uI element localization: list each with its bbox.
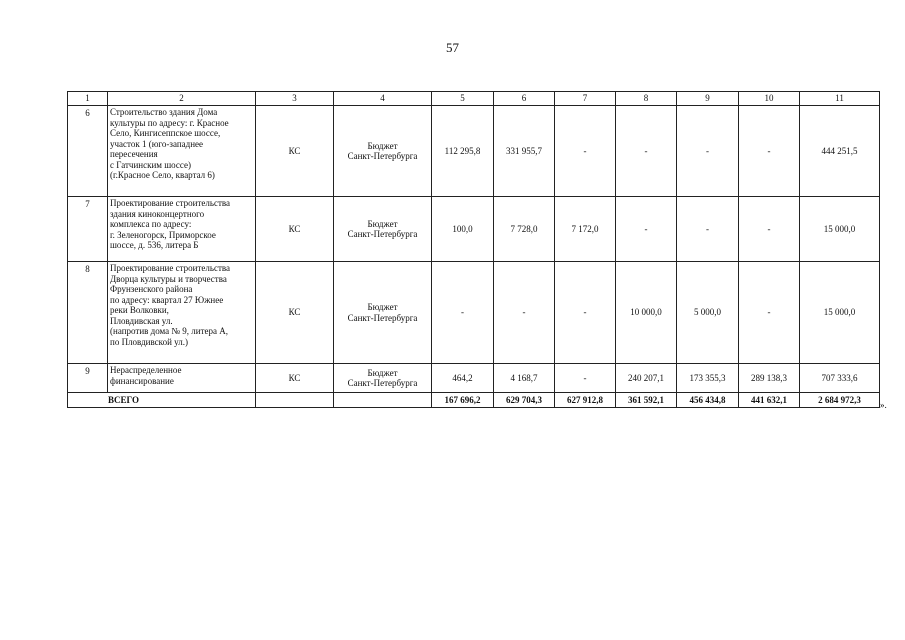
row-total-cell: 444 251,5 bbox=[800, 106, 880, 197]
name-line: Строительство здания Дома bbox=[110, 107, 218, 117]
name-line: финансирование bbox=[110, 375, 174, 386]
value-cell: 464,2 bbox=[432, 364, 494, 393]
value-cell: 4 168,7 bbox=[494, 364, 555, 393]
row-total-cell: 15 000,0 bbox=[800, 262, 880, 364]
budget-table bbox=[67, 91, 880, 408]
funding-source bbox=[334, 197, 432, 262]
column-header: 10 bbox=[739, 92, 800, 106]
name-line: шоссе, д. 536, литера Б bbox=[110, 240, 199, 250]
value-cell: - bbox=[677, 106, 739, 197]
total-value: 441 632,1 bbox=[739, 393, 800, 408]
value-cell: - bbox=[555, 106, 616, 197]
name-line: с Гатчинским шоссе) bbox=[110, 159, 191, 170]
value-cell: 7 728,0 bbox=[494, 197, 555, 262]
value-cell: 289 138,3 bbox=[739, 364, 800, 393]
name-line: Село, Кингисеппское шоссе, bbox=[110, 128, 221, 138]
value-cell: - bbox=[616, 106, 677, 197]
row-total-cell: 707 333,6 bbox=[800, 364, 880, 393]
row-number: 6 bbox=[68, 106, 108, 197]
column-number-row bbox=[68, 92, 880, 106]
value-cell: - bbox=[739, 197, 800, 262]
page-number: 57 bbox=[446, 40, 459, 55]
name-line: Фрунзенского района bbox=[110, 284, 193, 294]
name-line: (г.Красное Село, квартал 6) bbox=[110, 170, 215, 180]
source-line: Санкт-Петербурга bbox=[347, 378, 418, 388]
column-header: 1 bbox=[68, 92, 108, 106]
total-value: 629 704,3 bbox=[494, 393, 555, 408]
name-line: Дворца культуры и творчества bbox=[110, 273, 227, 284]
value-cell: - bbox=[432, 262, 494, 364]
total-row bbox=[68, 393, 880, 408]
value-cell: - bbox=[616, 197, 677, 262]
value-cell: - bbox=[555, 364, 616, 393]
name-line: (напротив дома № 9, литера А, bbox=[110, 326, 228, 336]
column-header: 7 bbox=[555, 92, 616, 106]
source-line: Бюджет bbox=[367, 367, 398, 378]
value-cell: 331 955,7 bbox=[494, 106, 555, 197]
value-cell: - bbox=[494, 262, 555, 364]
name-line: участок 1 (юго-западнее bbox=[110, 138, 204, 149]
value-cell: - bbox=[739, 262, 800, 364]
object-name bbox=[108, 364, 256, 393]
row-number: 9 bbox=[68, 364, 108, 393]
column-header: 11 bbox=[800, 92, 880, 106]
source-line: Бюджет bbox=[367, 218, 398, 229]
row-number: 8 bbox=[68, 262, 108, 364]
name-line: здания киноконцертного bbox=[110, 208, 205, 219]
column-header: 9 bbox=[677, 92, 739, 106]
column-header: 4 bbox=[334, 92, 432, 106]
table-row bbox=[68, 364, 880, 393]
total-value: 456 434,8 bbox=[677, 393, 739, 408]
name-line: Проектирование строительства bbox=[110, 263, 231, 273]
value-cell: 173 355,3 bbox=[677, 364, 739, 393]
value-cell: 5 000,0 bbox=[677, 262, 739, 364]
name-line: Нераспределенное bbox=[110, 365, 182, 375]
work-type: КС bbox=[256, 197, 334, 262]
funding-source bbox=[334, 364, 432, 393]
value-cell: 240 207,1 bbox=[616, 364, 677, 393]
total-value: 167 696,2 bbox=[432, 393, 494, 408]
name-line: по Пловдивской ул.) bbox=[110, 336, 188, 347]
work-type: КС bbox=[256, 262, 334, 364]
work-type: КС bbox=[256, 364, 334, 393]
column-header: 3 bbox=[256, 92, 334, 106]
name-line: пересечения bbox=[110, 149, 158, 159]
funding-source bbox=[334, 106, 432, 197]
value-cell: - bbox=[555, 262, 616, 364]
name-line: культуры по адресу: г. Красное bbox=[110, 117, 229, 128]
total-value: 361 592,1 bbox=[616, 393, 677, 408]
value-cell: 7 172,0 bbox=[555, 197, 616, 262]
column-header: 6 bbox=[494, 92, 555, 106]
object-name bbox=[108, 197, 256, 262]
table-row bbox=[68, 262, 880, 364]
source-line: Санкт-Петербурга bbox=[347, 151, 418, 161]
source-line: Бюджет bbox=[367, 302, 398, 312]
object-name bbox=[108, 106, 256, 197]
closing-quote-mark: ». bbox=[880, 400, 887, 410]
value-cell: - bbox=[739, 106, 800, 197]
value-cell: - bbox=[677, 197, 739, 262]
name-line: по адресу: квартал 27 Южнее bbox=[110, 294, 224, 305]
name-line: Пловдивская ул. bbox=[110, 315, 173, 326]
row-total-cell: 15 000,0 bbox=[800, 197, 880, 262]
source-line: Санкт-Петербурга bbox=[347, 312, 418, 323]
name-line: комплекса по адресу: bbox=[110, 219, 192, 229]
column-header: 2 bbox=[108, 92, 256, 106]
column-header: 8 bbox=[616, 92, 677, 106]
name-line: Проектирование строительства bbox=[110, 198, 231, 208]
row-number: 7 bbox=[68, 197, 108, 262]
source-line: Санкт-Петербурга bbox=[347, 229, 418, 239]
work-type: КС bbox=[256, 106, 334, 197]
name-line: г. Зеленогорск, Приморское bbox=[110, 229, 216, 240]
funding-source bbox=[334, 262, 432, 364]
name-line: реки Волковки, bbox=[110, 305, 169, 315]
value-cell: 112 295,8 bbox=[432, 106, 494, 197]
table-row bbox=[68, 106, 880, 197]
empty-cell bbox=[256, 393, 334, 408]
table-row bbox=[68, 197, 880, 262]
value-cell: 100,0 bbox=[432, 197, 494, 262]
total-label: ВСЕГО bbox=[68, 393, 256, 408]
value-cell: 10 000,0 bbox=[616, 262, 677, 364]
grand-total: 2 684 972,3 bbox=[800, 393, 880, 408]
column-header: 5 bbox=[432, 92, 494, 106]
source-line: Бюджет bbox=[367, 140, 398, 151]
object-name bbox=[108, 262, 256, 364]
empty-cell bbox=[334, 393, 432, 408]
total-value: 627 912,8 bbox=[555, 393, 616, 408]
